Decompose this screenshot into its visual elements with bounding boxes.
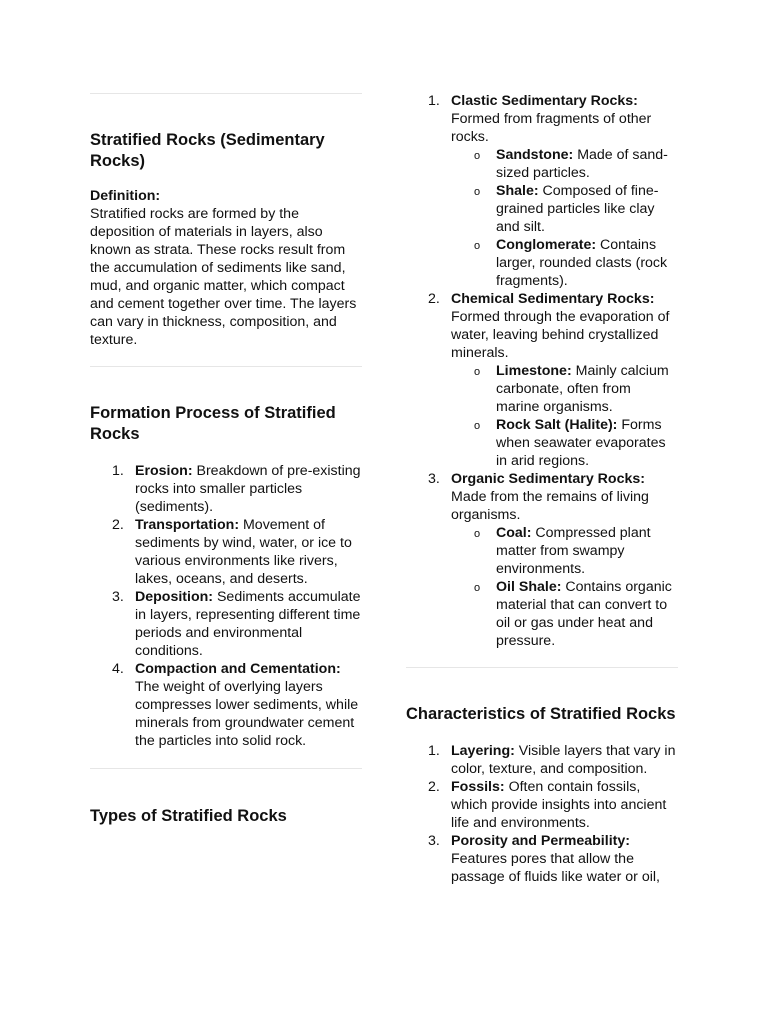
item-term: Erosion: [135, 463, 193, 479]
definition-text: Stratified rocks are formed by the deposition of materials in layers, also known as strata. These rocks result from the accumulation of sediments like sand, mud, and organic matter, which compact and cement together over time. The layers can vary in thickness, composition, and texture. [90, 206, 357, 348]
item-term: Sandstone: [496, 147, 574, 163]
item-text: Forms when seawater evaporates in arid regions. [496, 417, 666, 469]
item-text: Visible layers that vary in color, texture, and composition. [451, 743, 676, 777]
list-item: 2. Fossils: Often contain fossils, which provide insights into ancient life and environments. [428, 779, 667, 831]
list-item: 2. Chemical Sedimentary Rocks: Formed through the evaporation of water, leaving behind crystallized minerals. o Limestone: Mainly calcium carbonate, often from marine organisms. o Rock Salt (Halite): Forms when seawater evaporates in arid regions. [406, 290, 678, 470]
item-text: Compressed plant matter from swampy environments. [496, 525, 651, 577]
left-column [90, 0, 362, 827]
formation-list [90, 462, 362, 750]
sub-list-item [451, 578, 678, 650]
list-item: 4. Compaction and Cementation: The weight of overlying layers compresses lower sediments, while minerals from groundwater cement the particles into solid rock. [112, 661, 359, 749]
item-term: Conglomerate: [496, 237, 597, 253]
item-text: Movement of sediments by wind, water, or ice to various environments like rivers, lakes, oceans, and deserts. [135, 517, 352, 587]
bullet-icon: o [474, 582, 481, 594]
item-text: Composed of fine-grained particles like clay and silt. [496, 183, 659, 235]
item-text: Contains organic material that can convert to oil or gas under heat and pressure. [496, 579, 672, 649]
bullet-icon: o [474, 420, 481, 432]
characteristics-list [406, 742, 678, 886]
item-text: Mainly calcium carbonate, often from marine organisms. [496, 363, 669, 415]
sub-list [451, 524, 678, 650]
bullet-icon: o [474, 186, 481, 198]
sub-list [451, 146, 678, 290]
item-term: Oil Shale: [496, 579, 562, 595]
list-item: 1. Clastic Sedimentary Rocks: Formed from fragments of other rocks. o Sandstone: Made of sand-sized particles. o Shale: Composed of fine-grained particles like clay and silt. o Conglomerate: Contains larger, rounded clasts (rock fragments). [406, 92, 678, 290]
section-title-types: Types of Stratified Rocks [90, 807, 287, 825]
section-title-stratified-rocks: Stratified Rocks (Sedimentary Rocks) [90, 131, 325, 170]
sub-list-item [451, 146, 678, 182]
item-term: Porosity and Permeability: [451, 833, 630, 849]
item-text: Formed from fragments of other rocks. [451, 111, 652, 145]
definition-label: Definition: [90, 188, 161, 204]
list-item: 1. Erosion: Breakdown of pre-existing rocks into smaller particles (sediments). [112, 463, 361, 515]
item-text: Sediments accumulate in layers, representing different time periods and environmental conditions. [135, 589, 361, 659]
item-term: Limestone: [496, 363, 572, 379]
bullet-icon: o [474, 366, 481, 378]
list-item: 1. Layering: Visible layers that vary in color, texture, and composition. [428, 743, 676, 777]
sub-list [451, 362, 678, 470]
list-item: 3. Porosity and Permeability: Features pores that allow the passage of fluids like water or oil, [428, 833, 660, 885]
item-text: Made of sand-sized particles. [496, 147, 668, 181]
item-term: Layering: [451, 743, 515, 759]
item-text: The weight of overlying layers compresses lower sediments, while minerals from groundwater cement the particles into solid rock. [135, 679, 359, 749]
item-term: Compaction and Cementation: [135, 661, 341, 677]
item-text: Breakdown of pre-existing rocks into smaller particles (sediments). [135, 463, 361, 515]
types-list [406, 92, 678, 650]
sub-list-item [451, 416, 678, 470]
bullet-icon: o [474, 150, 481, 162]
item-text: Features pores that allow the passage of fluids like water or oil, [451, 851, 660, 885]
list-item: 2. Transportation: Movement of sediments by wind, water, or ice to various environments like rivers, lakes, oceans, and deserts. [112, 517, 352, 587]
section-title-formation-process: Formation Process of Stratified Rocks [90, 404, 336, 443]
item-term: Transportation: [135, 517, 240, 533]
item-term: Rock Salt (Halite): [496, 417, 618, 433]
item-term: Shale: [496, 183, 539, 199]
item-text: Formed through the evaporation of water, leaving behind crystallized minerals. [451, 309, 670, 361]
sub-list-item [451, 236, 678, 290]
item-term: Clastic Sedimentary Rocks: [451, 93, 638, 109]
list-item: 3. Deposition: Sediments accumulate in layers, representing different time periods and environmental conditions. [112, 589, 361, 659]
sub-list-item [451, 362, 678, 416]
section-title-characteristics: Characteristics of Stratified Rocks [406, 705, 676, 723]
sub-list-item [451, 182, 678, 236]
right-column [406, 0, 678, 886]
item-term: Fossils: [451, 779, 505, 795]
item-text: Contains larger, rounded clasts (rock fragments). [496, 237, 668, 289]
sub-list-item [451, 524, 678, 578]
item-term: Coal: [496, 525, 532, 541]
item-text: Often contain fossils, which provide insights into ancient life and environments. [451, 779, 667, 831]
item-text: Made from the remains of living organisms. [451, 489, 649, 523]
bullet-icon: o [474, 240, 481, 252]
list-item: 3. Organic Sedimentary Rocks: Made from the remains of living organisms. o Coal: Compressed plant matter from swampy environments. o Oil Shale: Contains organic material that can convert to oil or gas under heat and pressure. [406, 470, 678, 650]
bullet-icon: o [474, 528, 481, 540]
item-term: Chemical Sedimentary Rocks: [451, 291, 655, 307]
item-term: Organic Sedimentary Rocks: [451, 471, 645, 487]
item-term: Deposition: [135, 589, 214, 605]
